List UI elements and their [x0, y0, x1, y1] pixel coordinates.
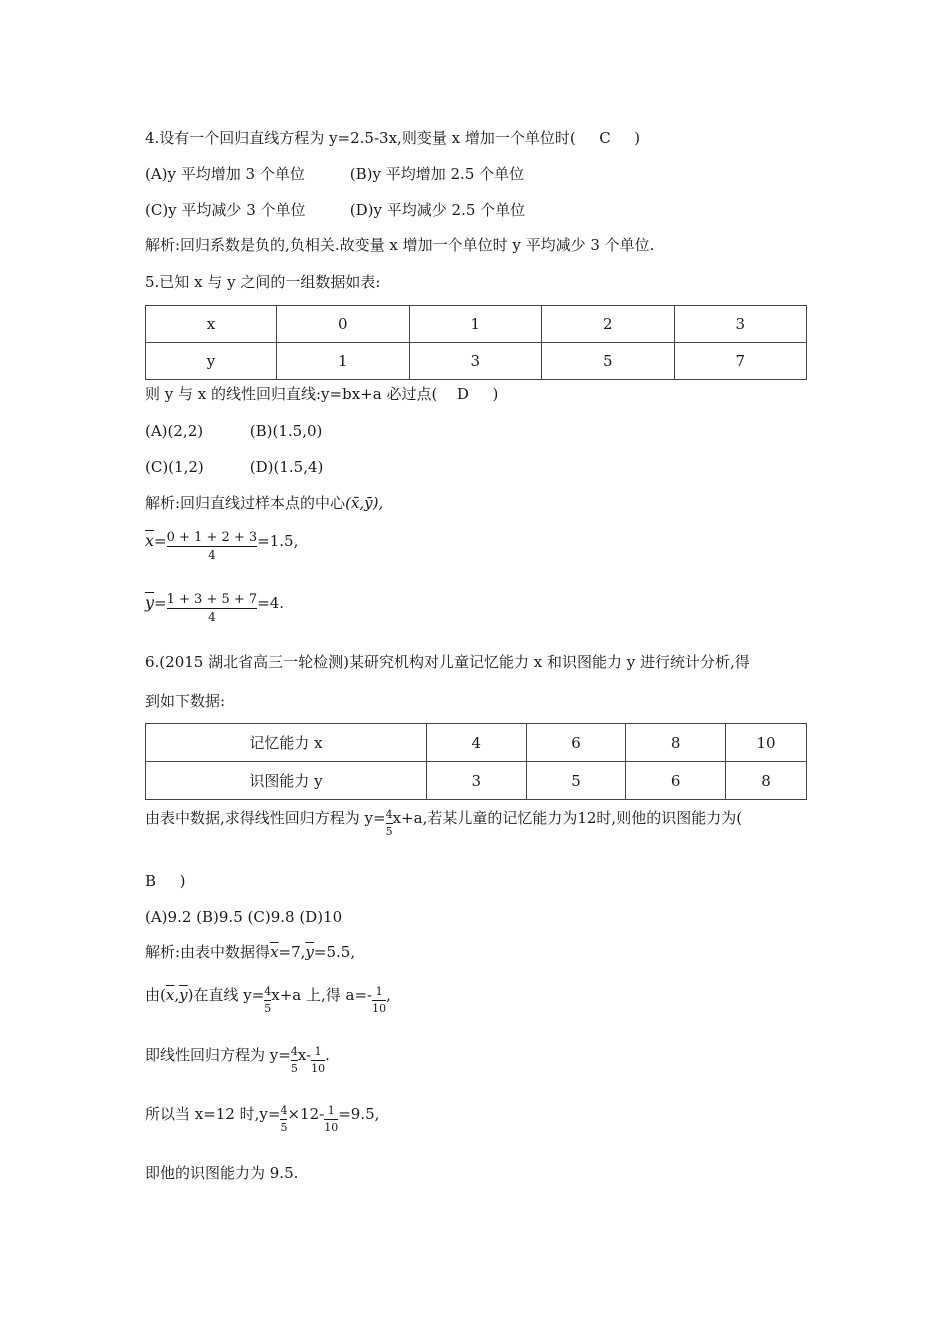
q4-option-a: (A)y 平均增加 3 个单位 — [145, 165, 305, 183]
table-cell: 6 — [626, 762, 726, 800]
table-cell: 4 — [427, 724, 527, 762]
table-row — [146, 306, 807, 343]
fraction — [264, 985, 271, 1016]
xbar-denominator: 4 — [208, 548, 216, 562]
q6-options: (A)9.2 (B)9.5 (C)9.8 (D)10 — [145, 908, 343, 926]
q6-line3-fraction — [386, 808, 393, 839]
fraction-denominator: 10 — [372, 1002, 387, 1015]
analysis-text: =9.5, — [338, 1105, 380, 1123]
xbar-symbol: $\overline{x}$ — [165, 986, 175, 1004]
table-cell: 8 — [726, 762, 807, 800]
fraction — [291, 1045, 298, 1076]
ybar-result: =4. — [257, 594, 285, 612]
q5-ybar-formula — [145, 593, 284, 624]
table-cell: 5 — [542, 343, 675, 380]
q5-option-d: (D)(1.5,4) — [249, 458, 324, 476]
table-row — [146, 343, 807, 380]
q6-stem-line1: 6.(2015 湖北省高三一轮检测)某研究机构对儿童记忆能力 x 和识图能力 y 进行统计分析,得 — [145, 653, 750, 671]
fraction-denominator: 10 — [324, 1121, 339, 1134]
table-row — [146, 724, 807, 762]
q4-option-b: (B)y 平均增加 2.5 个单位 — [349, 165, 525, 183]
table-cell: 8 — [626, 724, 726, 762]
table-cell: 0 — [277, 306, 410, 343]
q4-stem-line — [145, 128, 640, 148]
q6-stem-line2: 到如下数据: — [145, 692, 226, 710]
q6-line3-b: x+a,若某儿童的记忆能力为12时,则他的识图能力为( — [392, 809, 743, 827]
analysis-text: )在直线 y= — [187, 986, 265, 1004]
analysis-text: x+a 上,得 a=- — [271, 986, 373, 1004]
q4-answer: C — [599, 129, 611, 147]
ybar-symbol: $\overline{y}$ — [305, 943, 314, 961]
q5-xbar-formula — [145, 531, 298, 562]
q5-options-row2 — [145, 457, 323, 477]
analysis-text: 解析:由表中数据得 — [145, 943, 271, 961]
analysis-text: , — [386, 986, 391, 1004]
table-cell: 5 — [526, 762, 626, 800]
q5-option-b: (B)(1.5,0) — [249, 422, 323, 440]
table-cell: 识图能力 y — [146, 762, 427, 800]
xbar-result: =1.5, — [257, 532, 299, 550]
fraction — [372, 985, 386, 1016]
q5-option-c: (C)(1,2) — [145, 458, 204, 476]
q4-stem: 4.设有一个回归直线方程为 y=2.5-3x,则变量 x 增加一个单位时( — [145, 129, 576, 147]
q5-line2 — [145, 384, 498, 404]
q6-analysis-line3 — [145, 1045, 330, 1076]
q4-option-c: (C)y 平均减少 3 个单位 — [145, 201, 306, 219]
q4-options-row2 — [145, 200, 525, 220]
ybar-numerator: 1 + 3 + 5 + 7 — [166, 592, 258, 607]
analysis-text: ×12- — [287, 1105, 325, 1123]
q5-center-point: (x̄,ȳ), — [345, 494, 384, 512]
analysis-text: =5.5, — [313, 943, 356, 961]
analysis-text: . — [325, 1046, 330, 1064]
xbar-eq: = — [154, 532, 167, 550]
q5-analysis — [145, 493, 383, 513]
fraction-denominator: 5 — [264, 1002, 272, 1015]
q4-analysis: 解析:回归系数是负的,负相关.故变量 x 增加一个单位时 y 平均减少 3 个单位. — [145, 236, 655, 254]
q5-analysis-text: 解析:回归直线过样本点的中心 — [145, 494, 346, 512]
fraction — [324, 1104, 338, 1135]
ybar-symbol: $\overline{y}$ — [145, 593, 155, 612]
analysis-text: =7, — [278, 943, 306, 961]
fraction — [311, 1045, 325, 1076]
table-cell: 6 — [526, 724, 626, 762]
fraction-numerator: 1 — [327, 1104, 335, 1117]
q6-line3-a: 由表中数据,求得线性回归方程为 y= — [145, 809, 386, 827]
q6-answer: B — [145, 872, 157, 890]
analysis-text: 即线性回归方程为 y= — [145, 1046, 291, 1064]
q6-close: ) — [179, 872, 186, 890]
xbar-numerator: 0 + 1 + 2 + 3 — [166, 530, 258, 545]
table-cell: 3 — [674, 306, 807, 343]
fraction-denominator: 5 — [290, 1062, 298, 1075]
q5-option-a: (A)(2,2) — [145, 422, 204, 440]
table-cell: 3 — [427, 762, 527, 800]
xbar-symbol: $\overline{x}$ — [145, 531, 155, 550]
fraction-numerator: 4 — [385, 808, 393, 821]
table-row — [146, 762, 807, 800]
fraction-denominator: 5 — [385, 825, 393, 838]
q4-options-row1 — [145, 164, 524, 184]
q6-line3 — [145, 808, 742, 839]
fraction-denominator: 10 — [311, 1062, 326, 1075]
ybar-eq: = — [154, 594, 167, 612]
fraction-numerator: 4 — [290, 1045, 298, 1058]
table-cell: 3 — [409, 343, 542, 380]
q6-analysis-line5: 即他的识图能力为 9.5. — [145, 1164, 299, 1182]
table-cell: 1 — [277, 343, 410, 380]
ybar-fraction — [167, 593, 258, 624]
xbar-fraction — [167, 531, 258, 562]
q5-line2-text: 则 y 与 x 的线性回归直线:y=bx+a 必过点( — [145, 385, 438, 403]
table-cell: x — [146, 306, 277, 343]
q5-stem: 5.已知 x 与 y 之间的一组数据如表: — [145, 273, 381, 291]
fraction-numerator: 1 — [375, 985, 383, 998]
q6-data-table — [145, 723, 807, 800]
table-cell: 7 — [674, 343, 807, 380]
analysis-text: 由( — [145, 986, 166, 1004]
fraction-denominator: 5 — [280, 1121, 288, 1134]
q6-analysis-line4 — [145, 1104, 379, 1135]
fraction — [280, 1104, 287, 1135]
q6-answer-line — [145, 871, 185, 891]
q5-close: ) — [492, 385, 499, 403]
ybar-symbol: $\overline{y}$ — [179, 986, 188, 1004]
q6-analysis-line2 — [145, 985, 391, 1016]
table-cell: y — [146, 343, 277, 380]
fraction-numerator: 4 — [280, 1104, 288, 1117]
q5-answer: D — [456, 385, 469, 403]
ybar-denominator: 4 — [208, 610, 216, 624]
q5-data-table — [145, 305, 807, 380]
q4-close: ) — [634, 129, 641, 147]
table-cell: 记忆能力 x — [146, 724, 427, 762]
analysis-text: x- — [297, 1046, 312, 1064]
table-cell: 2 — [542, 306, 675, 343]
xbar-symbol: $\overline{x}$ — [270, 943, 279, 961]
q5-options-row1 — [145, 421, 322, 441]
table-cell: 1 — [409, 306, 542, 343]
fraction-numerator: 4 — [264, 985, 272, 998]
q6-analysis-line1 — [145, 942, 355, 962]
analysis-text: 所以当 x=12 时,y= — [145, 1105, 281, 1123]
analysis-text: , — [174, 986, 180, 1004]
fraction-numerator: 1 — [314, 1045, 322, 1058]
table-cell: 10 — [726, 724, 807, 762]
q4-option-d: (D)y 平均减少 2.5 个单位 — [349, 201, 526, 219]
